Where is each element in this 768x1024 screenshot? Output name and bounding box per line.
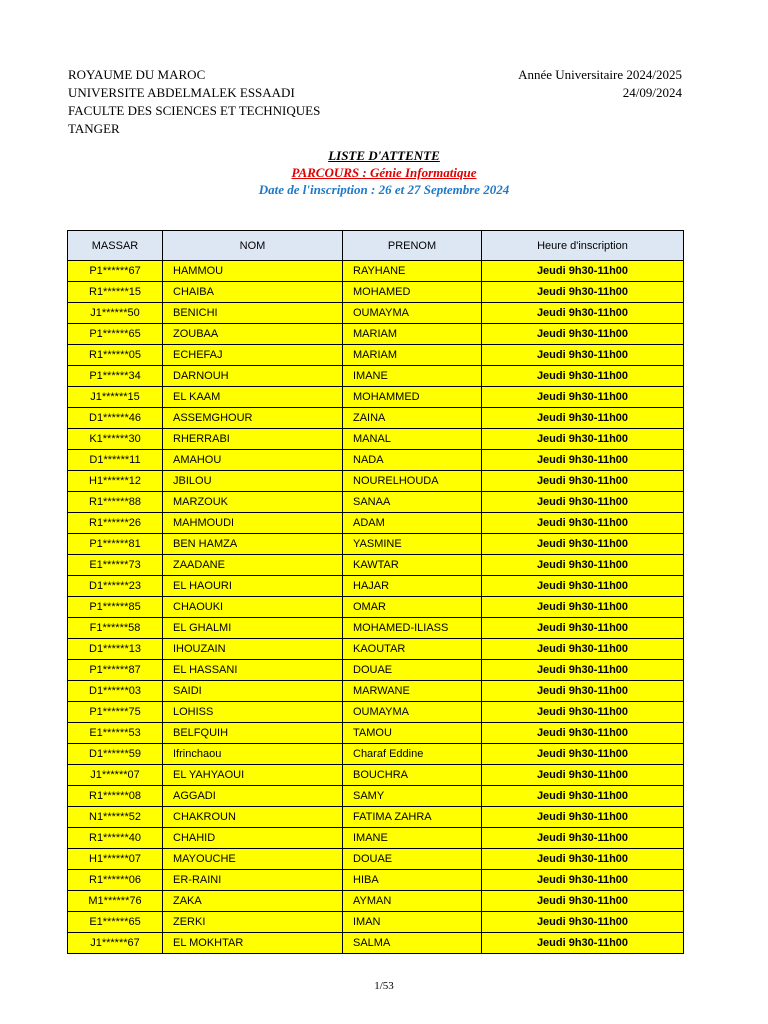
heure-cell: Jeudi 9h30-11h00 (482, 660, 684, 681)
prenom-cell: HAJAR (343, 576, 482, 597)
massar-cell: R1******06 (68, 870, 163, 891)
header-line-faculty: FACULTE DES SCIENCES ET TECHNIQUES (68, 103, 321, 118)
page-title: LISTE D'ATTENTE (328, 148, 440, 163)
nom-cell: HAMMOU (163, 261, 343, 282)
heure-cell: Jeudi 9h30-11h00 (482, 702, 684, 723)
heure-cell: Jeudi 9h30-11h00 (482, 891, 684, 912)
heure-cell: Jeudi 9h30-11h00 (482, 387, 684, 408)
prenom-cell: MARIAM (343, 324, 482, 345)
nom-cell: ER-RAINI (163, 870, 343, 891)
heure-cell: Jeudi 9h30-11h00 (482, 870, 684, 891)
waiting-list-table (67, 230, 684, 954)
nom-cell: MAHMOUDI (163, 513, 343, 534)
massar-cell: P1******34 (68, 366, 163, 387)
massar-cell: E1******73 (68, 555, 163, 576)
nom-cell: MAYOUCHE (163, 849, 343, 870)
table-row (68, 513, 684, 534)
table-row (68, 576, 684, 597)
parcours-title: PARCOURS : Génie Informatique (291, 165, 477, 180)
prenom-cell: MARWANE (343, 681, 482, 702)
massar-cell: P1******81 (68, 534, 163, 555)
massar-cell: J1******50 (68, 303, 163, 324)
massar-cell: R1******88 (68, 492, 163, 513)
column-header-nom: NOM (163, 231, 343, 261)
inscription-date: Date de l'inscription : 26 et 27 Septembre 2024 (258, 182, 510, 197)
prenom-cell: TAMOU (343, 723, 482, 744)
heure-cell: Jeudi 9h30-11h00 (482, 912, 684, 933)
table-row (68, 492, 684, 513)
heure-cell: Jeudi 9h30-11h00 (482, 597, 684, 618)
massar-cell: P1******67 (68, 261, 163, 282)
date-header (518, 66, 682, 102)
academic-year: Année Universitaire 2024/2025 (518, 67, 682, 82)
massar-cell: P1******65 (68, 324, 163, 345)
document-date: 24/09/2024 (622, 85, 682, 100)
nom-cell: AGGADI (163, 786, 343, 807)
prenom-cell: SANAA (343, 492, 482, 513)
heure-cell: Jeudi 9h30-11h00 (482, 345, 684, 366)
prenom-cell: MOHAMED-ILIASS (343, 618, 482, 639)
nom-cell: CHAIBA (163, 282, 343, 303)
massar-cell: R1******40 (68, 828, 163, 849)
table-row (68, 534, 684, 555)
prenom-cell: OUMAYMA (343, 702, 482, 723)
massar-cell: N1******52 (68, 807, 163, 828)
nom-cell: SAIDI (163, 681, 343, 702)
prenom-cell: MOHAMED (343, 282, 482, 303)
prenom-cell: OUMAYMA (343, 303, 482, 324)
massar-cell: M1******76 (68, 891, 163, 912)
table-row (68, 408, 684, 429)
prenom-cell: MOHAMMED (343, 387, 482, 408)
massar-cell: R1******05 (68, 345, 163, 366)
nom-cell: BENICHI (163, 303, 343, 324)
table-row (68, 429, 684, 450)
table-row (68, 891, 684, 912)
nom-cell: ZOUBAA (163, 324, 343, 345)
massar-cell: D1******59 (68, 744, 163, 765)
prenom-cell: NADA (343, 450, 482, 471)
nom-cell: EL YAHYAOUI (163, 765, 343, 786)
nom-cell: BEN HAMZA (163, 534, 343, 555)
prenom-cell: NOURELHOUDA (343, 471, 482, 492)
heure-cell: Jeudi 9h30-11h00 (482, 639, 684, 660)
table-row (68, 723, 684, 744)
prenom-cell: DOUAE (343, 849, 482, 870)
nom-cell: AMAHOU (163, 450, 343, 471)
document-titles (0, 147, 768, 198)
massar-cell: D1******13 (68, 639, 163, 660)
massar-cell: K1******30 (68, 429, 163, 450)
table-row (68, 303, 684, 324)
table-row (68, 618, 684, 639)
prenom-cell: FATIMA ZAHRA (343, 807, 482, 828)
nom-cell: IHOUZAIN (163, 639, 343, 660)
heure-cell: Jeudi 9h30-11h00 (482, 618, 684, 639)
heure-cell: Jeudi 9h30-11h00 (482, 786, 684, 807)
massar-cell: J1******07 (68, 765, 163, 786)
heure-cell: Jeudi 9h30-11h00 (482, 933, 684, 954)
massar-cell: P1******75 (68, 702, 163, 723)
column-header-prenom: PRENOM (343, 231, 482, 261)
massar-cell: J1******15 (68, 387, 163, 408)
heure-cell: Jeudi 9h30-11h00 (482, 303, 684, 324)
nom-cell: RHERRABI (163, 429, 343, 450)
table-row (68, 282, 684, 303)
prenom-cell: IMANE (343, 366, 482, 387)
heure-cell: Jeudi 9h30-11h00 (482, 366, 684, 387)
table-row (68, 261, 684, 282)
prenom-cell: KAWTAR (343, 555, 482, 576)
table-row (68, 912, 684, 933)
table-row (68, 828, 684, 849)
prenom-cell: IMAN (343, 912, 482, 933)
header-line-kingdom: ROYAUME DU MAROC (68, 67, 206, 82)
heure-cell: Jeudi 9h30-11h00 (482, 261, 684, 282)
nom-cell: ZERKI (163, 912, 343, 933)
massar-cell: P1******85 (68, 597, 163, 618)
prenom-cell: HIBA (343, 870, 482, 891)
nom-cell: ZAKA (163, 891, 343, 912)
table-row (68, 450, 684, 471)
table-header-row (68, 231, 684, 261)
heure-cell: Jeudi 9h30-11h00 (482, 723, 684, 744)
nom-cell: CHAOUKI (163, 597, 343, 618)
heure-cell: Jeudi 9h30-11h00 (482, 408, 684, 429)
prenom-cell: BOUCHRA (343, 765, 482, 786)
nom-cell: DARNOUH (163, 366, 343, 387)
massar-cell: R1******26 (68, 513, 163, 534)
heure-cell: Jeudi 9h30-11h00 (482, 849, 684, 870)
table-row (68, 597, 684, 618)
massar-cell: D1******46 (68, 408, 163, 429)
heure-cell: Jeudi 9h30-11h00 (482, 450, 684, 471)
heure-cell: Jeudi 9h30-11h00 (482, 429, 684, 450)
table-row (68, 639, 684, 660)
prenom-cell: Charaf Eddine (343, 744, 482, 765)
heure-cell: Jeudi 9h30-11h00 (482, 513, 684, 534)
institution-header (68, 66, 320, 138)
heure-cell: Jeudi 9h30-11h00 (482, 492, 684, 513)
prenom-cell: DOUAE (343, 660, 482, 681)
heure-cell: Jeudi 9h30-11h00 (482, 534, 684, 555)
heure-cell: Jeudi 9h30-11h00 (482, 324, 684, 345)
nom-cell: LOHISS (163, 702, 343, 723)
nom-cell: ZAADANE (163, 555, 343, 576)
table-row (68, 933, 684, 954)
heure-cell: Jeudi 9h30-11h00 (482, 765, 684, 786)
massar-cell: D1******03 (68, 681, 163, 702)
nom-cell: CHAKROUN (163, 807, 343, 828)
nom-cell: EL GHALMI (163, 618, 343, 639)
table-row (68, 765, 684, 786)
column-header-heure: Heure d'inscription (482, 231, 684, 261)
massar-cell: E1******65 (68, 912, 163, 933)
prenom-cell: ADAM (343, 513, 482, 534)
table-row (68, 471, 684, 492)
table-row (68, 744, 684, 765)
massar-cell: J1******67 (68, 933, 163, 954)
massar-cell: H1******07 (68, 849, 163, 870)
massar-cell: H1******12 (68, 471, 163, 492)
table-row (68, 786, 684, 807)
massar-cell: F1******58 (68, 618, 163, 639)
nom-cell: BELFQUIH (163, 723, 343, 744)
heure-cell: Jeudi 9h30-11h00 (482, 681, 684, 702)
table-row (68, 555, 684, 576)
nom-cell: CHAHID (163, 828, 343, 849)
prenom-cell: ZAINA (343, 408, 482, 429)
prenom-cell: SAMY (343, 786, 482, 807)
prenom-cell: MANAL (343, 429, 482, 450)
heure-cell: Jeudi 9h30-11h00 (482, 576, 684, 597)
prenom-cell: KAOUTAR (343, 639, 482, 660)
massar-cell: E1******53 (68, 723, 163, 744)
table-row (68, 849, 684, 870)
heure-cell: Jeudi 9h30-11h00 (482, 555, 684, 576)
nom-cell: EL HAOURI (163, 576, 343, 597)
prenom-cell: MARIAM (343, 345, 482, 366)
prenom-cell: AYMAN (343, 891, 482, 912)
column-header-massar: MASSAR (68, 231, 163, 261)
table-row (68, 387, 684, 408)
massar-cell: R1******08 (68, 786, 163, 807)
heure-cell: Jeudi 9h30-11h00 (482, 744, 684, 765)
prenom-cell: IMANE (343, 828, 482, 849)
table-row (68, 702, 684, 723)
massar-cell: D1******23 (68, 576, 163, 597)
table-row (68, 324, 684, 345)
table-row (68, 366, 684, 387)
prenom-cell: RAYHANE (343, 261, 482, 282)
nom-cell: EL MOKHTAR (163, 933, 343, 954)
massar-cell: R1******15 (68, 282, 163, 303)
table-row (68, 345, 684, 366)
nom-cell: EL HASSANI (163, 660, 343, 681)
prenom-cell: OMAR (343, 597, 482, 618)
table-row (68, 681, 684, 702)
nom-cell: JBILOU (163, 471, 343, 492)
heure-cell: Jeudi 9h30-11h00 (482, 807, 684, 828)
nom-cell: MARZOUK (163, 492, 343, 513)
nom-cell: ECHEFAJ (163, 345, 343, 366)
page-number: 1/53 (374, 980, 394, 992)
massar-cell: D1******11 (68, 450, 163, 471)
prenom-cell: YASMINE (343, 534, 482, 555)
table-row (68, 870, 684, 891)
heure-cell: Jeudi 9h30-11h00 (482, 282, 684, 303)
nom-cell: Ifrinchaou (163, 744, 343, 765)
table-row (68, 660, 684, 681)
nom-cell: ASSEMGHOUR (163, 408, 343, 429)
massar-cell: P1******87 (68, 660, 163, 681)
heure-cell: Jeudi 9h30-11h00 (482, 828, 684, 849)
header-line-city: TANGER (68, 121, 120, 136)
prenom-cell: SALMA (343, 933, 482, 954)
nom-cell: EL KAAM (163, 387, 343, 408)
table-row (68, 807, 684, 828)
heure-cell: Jeudi 9h30-11h00 (482, 471, 684, 492)
header-line-university: UNIVERSITE ABDELMALEK ESSAADI (68, 85, 295, 100)
